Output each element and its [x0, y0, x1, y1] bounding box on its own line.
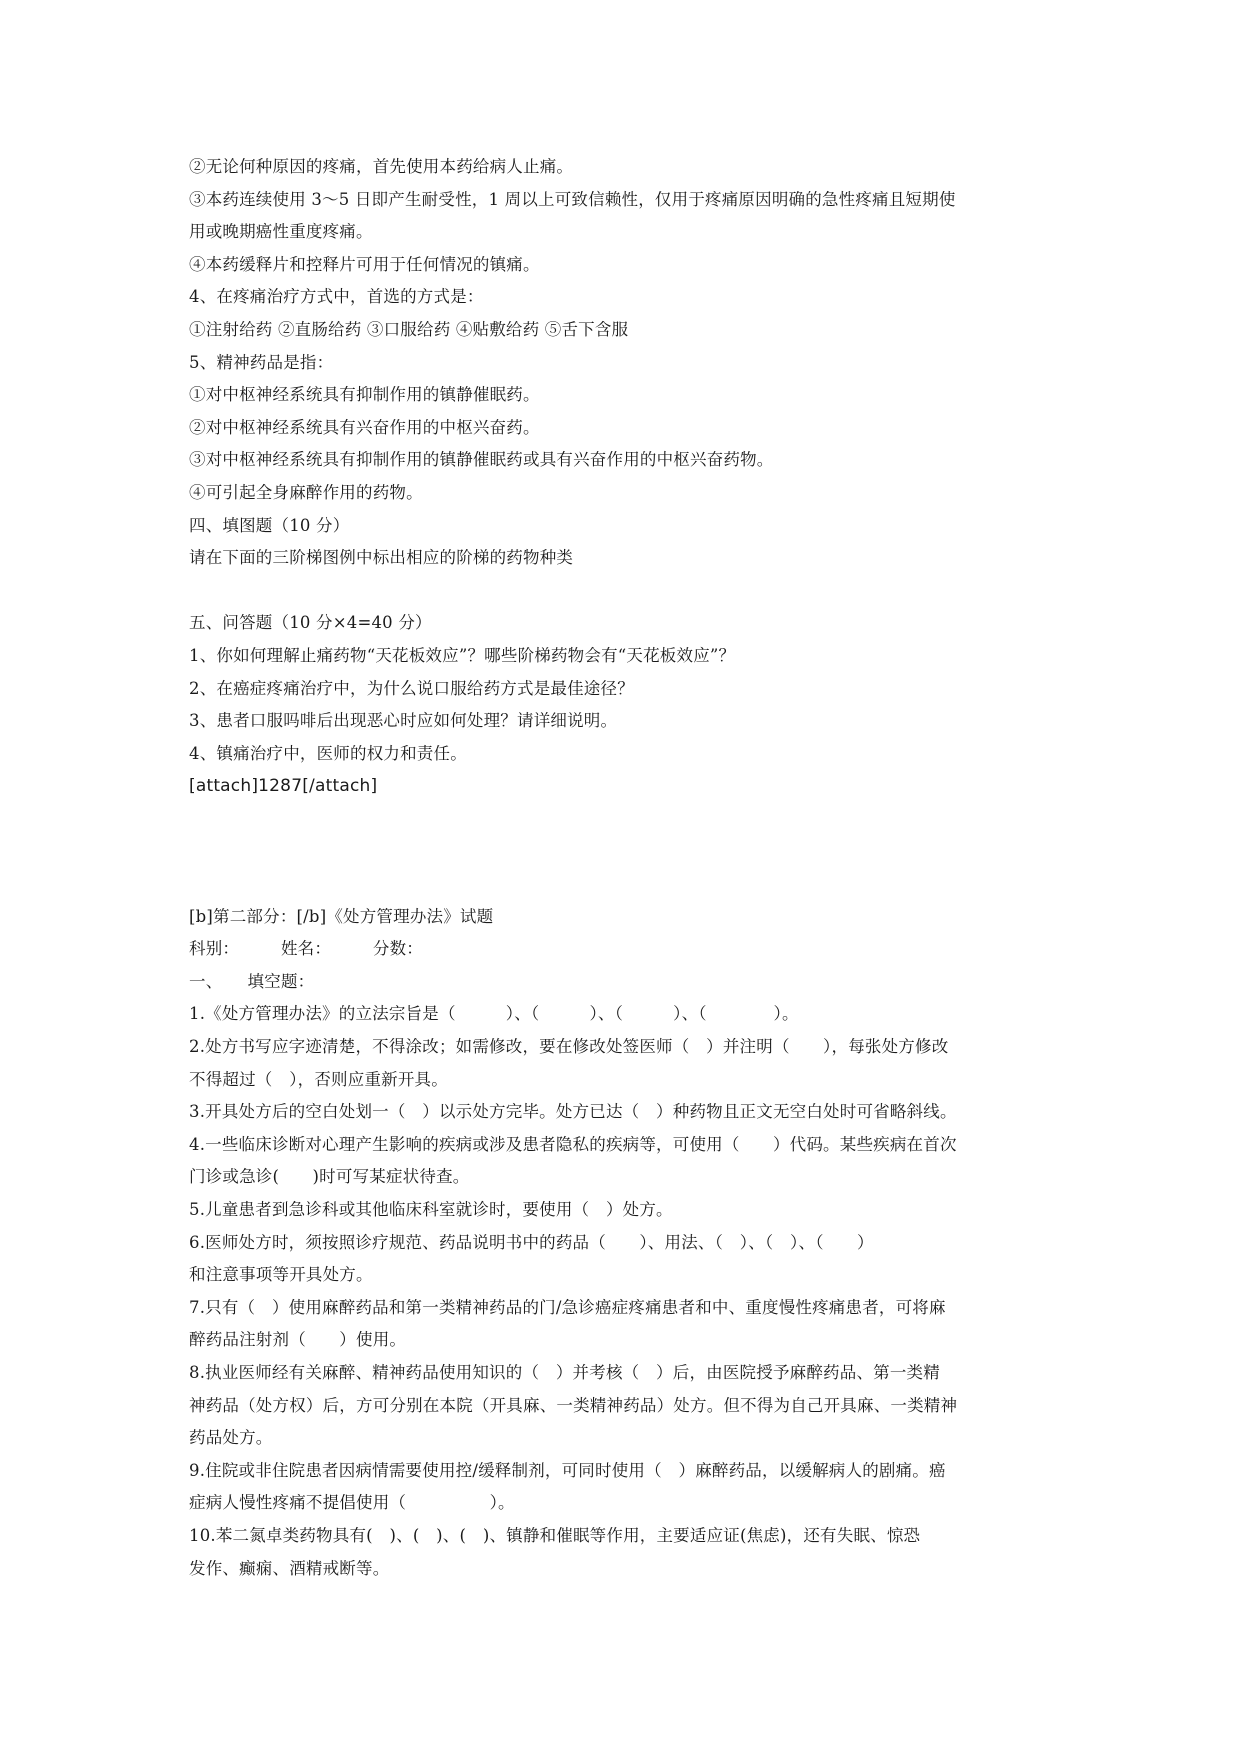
fill-question-10: 10.苯二氮卓类药物具有( )、( )、( )、镇静和催眠等作用，主要适应证(焦虑)，还有失眠、惊恐	[189, 1525, 921, 1545]
question-5-option-3: ③对中枢神经系统具有抑制作用的镇静催眠药或具有兴奋作用的中枢兴奋药物。	[189, 450, 774, 470]
qa-question-4: 4、镇痛治疗中，医师的权力和责任。	[189, 743, 467, 763]
spacer	[189, 803, 1069, 901]
info-fields: 科别： 姓名： 分数：	[189, 939, 423, 959]
question-5-option-1: ①对中枢神经系统具有抑制作用的镇静催眠药。	[189, 385, 540, 405]
question-5-option-2: ②对中枢神经系统具有兴奋作用的中枢兴奋药。	[189, 417, 540, 437]
fill-question-5: 5.儿童患者到急诊科或其他临床科室就诊时，要使用（ ）处方。	[189, 1200, 673, 1220]
fill-question-3: 3.开具处方后的空白处划一（ ）以示处方完毕。处方已达（ ）种药物且正文无空白处时可省略斜线。	[189, 1102, 957, 1122]
fill-question-4: 4.一些临床诊断对心理产生影响的疾病或涉及患者隐私的疾病等，可使用（ ）代码。某些疾病在首次	[189, 1134, 957, 1154]
answer-option-3-continued: 用或晚期癌性重度疼痛。	[189, 222, 373, 242]
document-body	[189, 151, 1069, 1585]
fill-question-2: 2.处方书写应字迹清楚，不得涂改；如需修改，要在修改处签医师（ ）并注明（ ），每张处方修改	[189, 1037, 949, 1057]
fill-question-8-continued: 神药品（处方权）后，方可分别在本院（开具麻、一类精神药品）处方。但不得为自己开具麻、一类精神	[189, 1395, 958, 1415]
answer-option-4: ④本药缓释片和控释片可用于任何情况的镇痛。	[189, 254, 540, 274]
question-5-option-4: ④可引起全身麻醉作用的药物。	[189, 482, 423, 502]
section-heading-fill-diagram: 四、填图题（10 分）	[189, 515, 350, 535]
question-4-options: ①注射给药 ②直肠给药 ③口服给药 ④贴敷给药 ⑤舌下含服	[189, 319, 629, 339]
fill-question-6: 6.医师处方时，须按照诊疗规范、药品说明书中的药品（ ）、用法、（ ）、（ ）、（ ）	[189, 1232, 874, 1252]
section-heading-qa: 五、问答题（10 分×4=40 分）	[189, 613, 432, 633]
answer-option-3: ③本药连续使用 3～5 日即产生耐受性，1 周以上可致信赖性，仅用于疼痛原因明确的急性疼痛且短期使	[189, 189, 956, 209]
fill-question-10-continued: 发作、癫痫、酒精戒断等。	[189, 1558, 390, 1578]
answer-option-2: ②无论何种原因的疼痛，首先使用本药给病人止痛。	[189, 157, 574, 176]
fill-question-7-continued: 醉药品注射剂（ ）使用。	[189, 1330, 407, 1350]
attachment-tag: [attach]1287[/attach]	[189, 776, 378, 797]
fill-diagram-instruction: 请在下面的三阶梯图例中标出相应的阶梯的药物种类	[189, 548, 574, 568]
qa-question-1: 1、你如何理解止痛药物“天花板效应”？哪些阶梯药物会有“天花板效应”？	[189, 645, 736, 665]
question-4: 4、在疼痛治疗方式中，首选的方式是：	[189, 287, 484, 307]
qa-question-3: 3、患者口服吗啡后出现恶心时应如何处理？请详细说明。	[189, 711, 618, 731]
part-two-heading: [b]第二部分：[/b]《处方管理办法》试题	[189, 906, 494, 926]
fill-question-9: 9.住院或非住院患者因病情需要使用控/缓释制剂，可同时使用（ ）麻醉药品，以缓解病人的剧痛。癌	[189, 1460, 946, 1480]
fill-question-9-continued: 症病人慢性疼痛不提倡使用（ ）。	[189, 1493, 515, 1513]
spacer	[189, 575, 1069, 608]
question-5: 5、精神药品是指：	[189, 352, 334, 372]
qa-question-2: 2、在癌症疼痛治疗中，为什么说口服给药方式是最佳途径？	[189, 678, 634, 698]
fill-question-8-continued-2: 药品处方。	[189, 1428, 273, 1448]
fill-question-8: 8.执业医师经有关麻醉、精神药品使用知识的（ ）并考核（ ）后，由医院授予麻醉药品、第一类精	[189, 1362, 940, 1382]
fill-question-4-continued: 门诊或急诊( )时可写某症状待查。	[189, 1167, 470, 1187]
fill-question-6-continued: 和注意事项等开具处方。	[189, 1265, 373, 1285]
fill-question-2-continued: 不得超过（ ），否则应重新开具。	[189, 1069, 448, 1089]
fill-question-7: 7.只有（ ）使用麻醉药品和第一类精神药品的门/急诊癌症疼痛患者和中、重度慢性疼痛患者，可将麻	[189, 1297, 946, 1317]
fill-in-heading: 一、 填空题：	[189, 971, 315, 991]
fill-question-1: 1.《处方管理办法》的立法宗旨是（ ）、（ ）、（ ）、（ ）。	[189, 1004, 799, 1024]
